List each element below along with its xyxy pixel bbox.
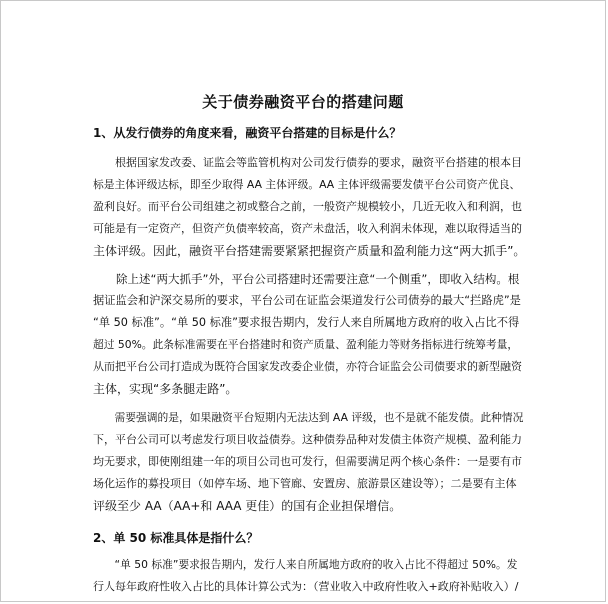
- document-title: 关于债券融资平台的搭建问题: [202, 93, 404, 111]
- paragraph-2-line: 主体，实现“多条腿走路”。: [93, 382, 238, 396]
- paragraph-3-line: 下，平台公司可以考虑发行项目收益债券。这种债券品种对发债主体资产规模、盈利能力: [93, 433, 522, 446]
- paragraph-1: [93, 152, 525, 262]
- paragraph-3-line: 需要强调的是，如果融资平台短期内无法达到 AA 评级，也不是就不能发债。此种情况: [114, 411, 524, 424]
- paragraph-4-line: “单 50 标准”要求报告期内，发行人来自所属地方政府的收入占比不得超过 50%。发: [114, 558, 518, 571]
- paragraph-1-line: 可能是有一定资产，但资产负债率较高，资产未盘活，收入利润未体现，难以取得适当的: [93, 222, 522, 235]
- paragraph-3-line: 均无要求，即使刚组建一年的项目公司也可发行，但需要满足两个核心条件：一是要有市: [93, 455, 522, 468]
- paragraph-2-line: “单 50 标准”。“单 50 标准”要求报告期内，发行人来自所属地方政府的收入占比不得: [93, 316, 520, 329]
- paragraph-4: [93, 554, 525, 598]
- section-1-heading: 1、从发行债券的角度来看，融资平台搭建的目标是什么？: [93, 126, 402, 140]
- paragraph-2-line: 除上述“两大抓手”外，平台公司搭建时还需要注意“一个侧重”，即收入结构。根: [116, 272, 520, 286]
- paragraph-1-line: 根据国家发改委、证监会等监管机构对公司发行债券的要求，融资平台搭建的根本目: [115, 156, 522, 169]
- paragraph-1-line: 主体评级。因此，融资平台搭建需要紧紧把握资产质量和盈利能力这“两大抓手”。: [93, 244, 526, 258]
- paragraph-1-line: 盈利良好。而平台公司组建之初或整合之前，一般资产规模较小，几近无收入和利润，也: [93, 200, 522, 213]
- section-2-heading: 2、单 50 标准具体是指什么？: [93, 531, 259, 545]
- paragraph-3-line: 场化运作的募投项目（如停车场、地下管廊、安置房、旅游景区建设等）；二是要有主体: [93, 477, 517, 490]
- paragraph-3: [93, 407, 525, 517]
- paragraph-4-line: 行人每年政府性收入占比的具体计算公式为：（营业收入中政府性收入+政府补贴收入）/: [93, 580, 519, 593]
- paragraph-1-line: 标是主体评级达标，即至少取得 AA 主体评级。AA 主体评级需要发债平台公司资产优良、: [93, 178, 521, 191]
- paragraph-2: [93, 268, 525, 400]
- paragraph-3-line: 评级至少 AA（AA+和 AAA 更佳）的国有企业担保增信。: [93, 499, 402, 513]
- paragraph-2-line: 据证监会和沪深交易所的要求，平台公司在证监会渠道发行公司债券的最大“拦路虎”是: [93, 294, 521, 307]
- paragraph-2-line: 从而把平台公司打造成为既符合国家发改委企业债，亦符合证监会公司债要求的新型融资: [93, 360, 522, 373]
- paragraph-2-line: 超过 50%。此条标准需要在平台搭建时和资产质量、盈利能力等财务指标进行统筹考量，: [93, 338, 519, 351]
